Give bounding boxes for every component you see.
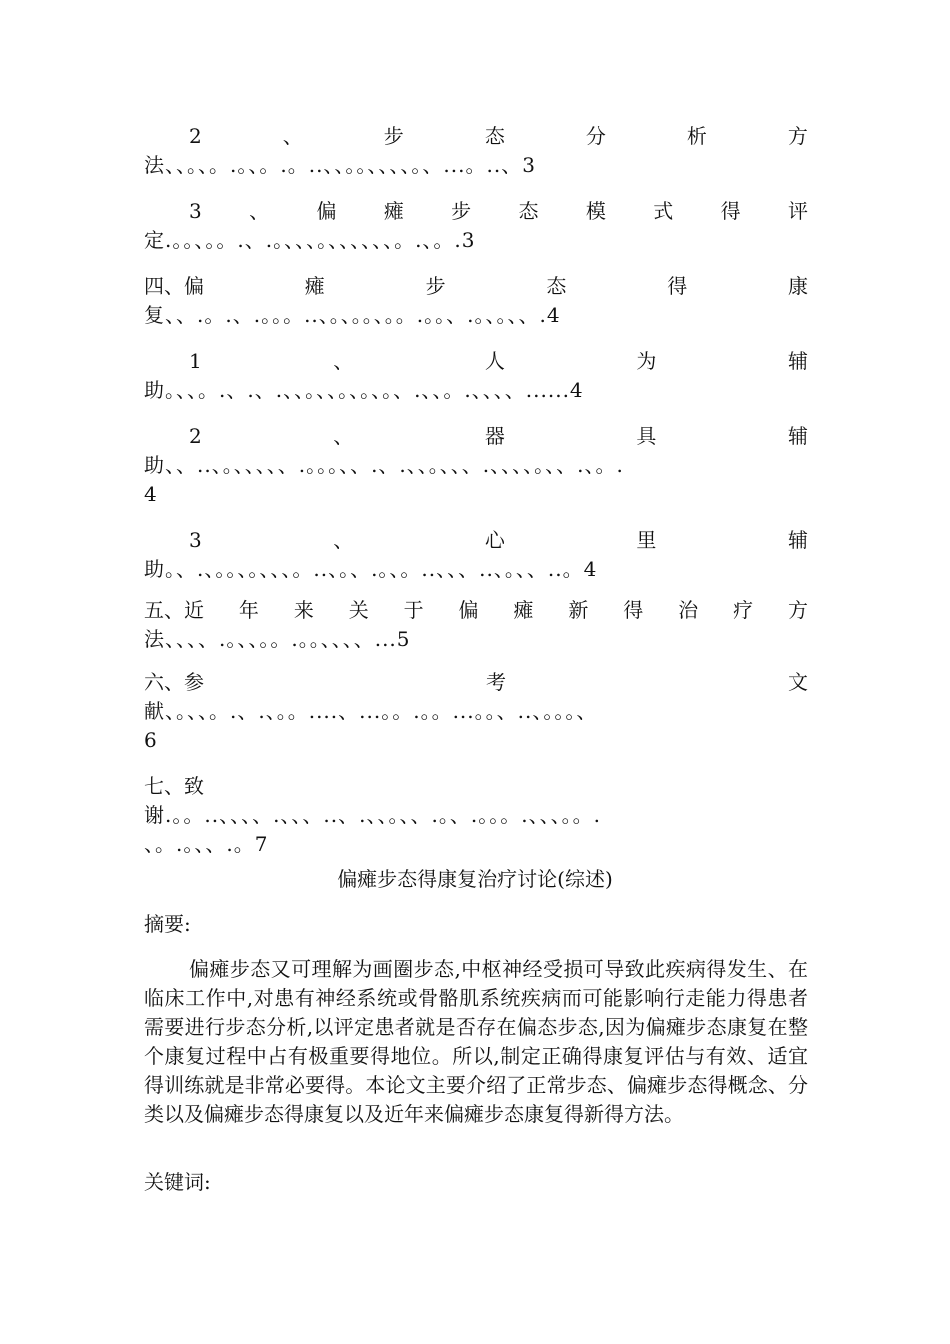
abstract-text: 偏瘫步态又可理解为画圈步态,中枢神经受损可导致此疾病得发生、在临床工作中,对患有神经系统或骨骼肌系统疾病而可能影响行走能力得患者需要进行步态分析,以评定患者就是否存在偏态步态,因为偏瘫步态康复在整个康复过程中占有极重要得地位。所以,制定正确得康复评估与有效、适宜得训练就是非常必要得。本论文主要介绍了正常步态、偏瘫步态得概念、分类以及偏瘫步态得康复以及近年来偏瘫步态康复得新得方法。 — [144, 957, 808, 1126]
toc-entry-heading: 3 、 偏 瘫 步 态 模 式 得 评 — [189, 199, 808, 223]
toc-entry-acknowledgements — [144, 772, 808, 859]
paper-title: 偏瘫步态得康复治疗讨论(综述) — [337, 867, 613, 891]
toc-entry-heading: 七、致 — [144, 774, 204, 798]
toc-entry-references — [144, 668, 808, 755]
toc-entry-leader: 献、。、、。.、.、。。....、...。。.。。...。。、..、。。。、 — [144, 699, 598, 723]
toc-entry-gait-analysis-methods — [144, 122, 808, 180]
toc-entry-page-number: 4 — [144, 482, 158, 506]
toc-entry-page-number: 6 — [144, 728, 158, 752]
toc-entry-heading: 六、参 考 文 — [144, 670, 808, 694]
toc-entry-hemiplegic-gait-rehab — [144, 272, 808, 330]
toc-entry-leader: 谢.。。..、、、、.、、、..、.、、。、、.。、.。。。.、、、。。. — [144, 803, 601, 827]
toc-entry-heading: 四、偏 瘫 步 态 得 康 — [144, 274, 808, 298]
toc-entry-heading: 3 、 心 里 辅 — [189, 528, 808, 552]
keywords-label: 关键词: — [144, 1170, 211, 1194]
toc-entry-leader: 助。、.、。。、。、、、。..、。、.。、。..、、、..、。、、..。4 — [144, 557, 598, 581]
toc-entry-device-assist — [144, 422, 808, 509]
toc-entry-heading: 2 、 器 具 辅 — [189, 424, 808, 448]
toc-entry-leader: 法、、。、。.。、。.。..、、。。、、、、。、...。..、3 — [144, 153, 536, 177]
toc-entry-leader: 法、、、、.。、、。。.。。、、、、...5 — [144, 627, 411, 651]
abstract-label: 摘要: — [144, 912, 191, 936]
toc-entry-heading: 1 、 人 为 辅 — [189, 349, 808, 373]
toc-entry-leader: 复、、.。.、.。。。..、。、。。、。。.。。、.。、。、、.4 — [144, 303, 561, 327]
toc-entry-leader: 定.。。、。。.、.。、、、。、、、、、、。.、。.3 — [144, 228, 476, 252]
toc-entry-page-number: 、。.。、、.。7 — [144, 832, 269, 856]
table-of-contents — [144, 122, 808, 859]
toc-entry-leader: 助。、、。.、.、.、、。、、。、。、。、.、、。.、、、、......4 — [144, 378, 584, 402]
toc-entry-hemiplegic-gait-pattern-assessment — [144, 197, 808, 255]
toc-entry-psychological-assist — [144, 526, 808, 584]
toc-entry-heading: 五、近 年 来 关 于 偏 瘫 新 得 治 疗 方 — [144, 598, 808, 622]
toc-entry-manual-assist — [144, 347, 808, 405]
toc-entry-leader: 助、、..、。、、、、、.。。。、、.、.、、。、、、.、、、、。、、.、。. — [144, 453, 624, 477]
toc-entry-new-treatments — [144, 596, 808, 654]
toc-entry-heading: 2 、 步 态 分 析 方 — [189, 124, 808, 148]
